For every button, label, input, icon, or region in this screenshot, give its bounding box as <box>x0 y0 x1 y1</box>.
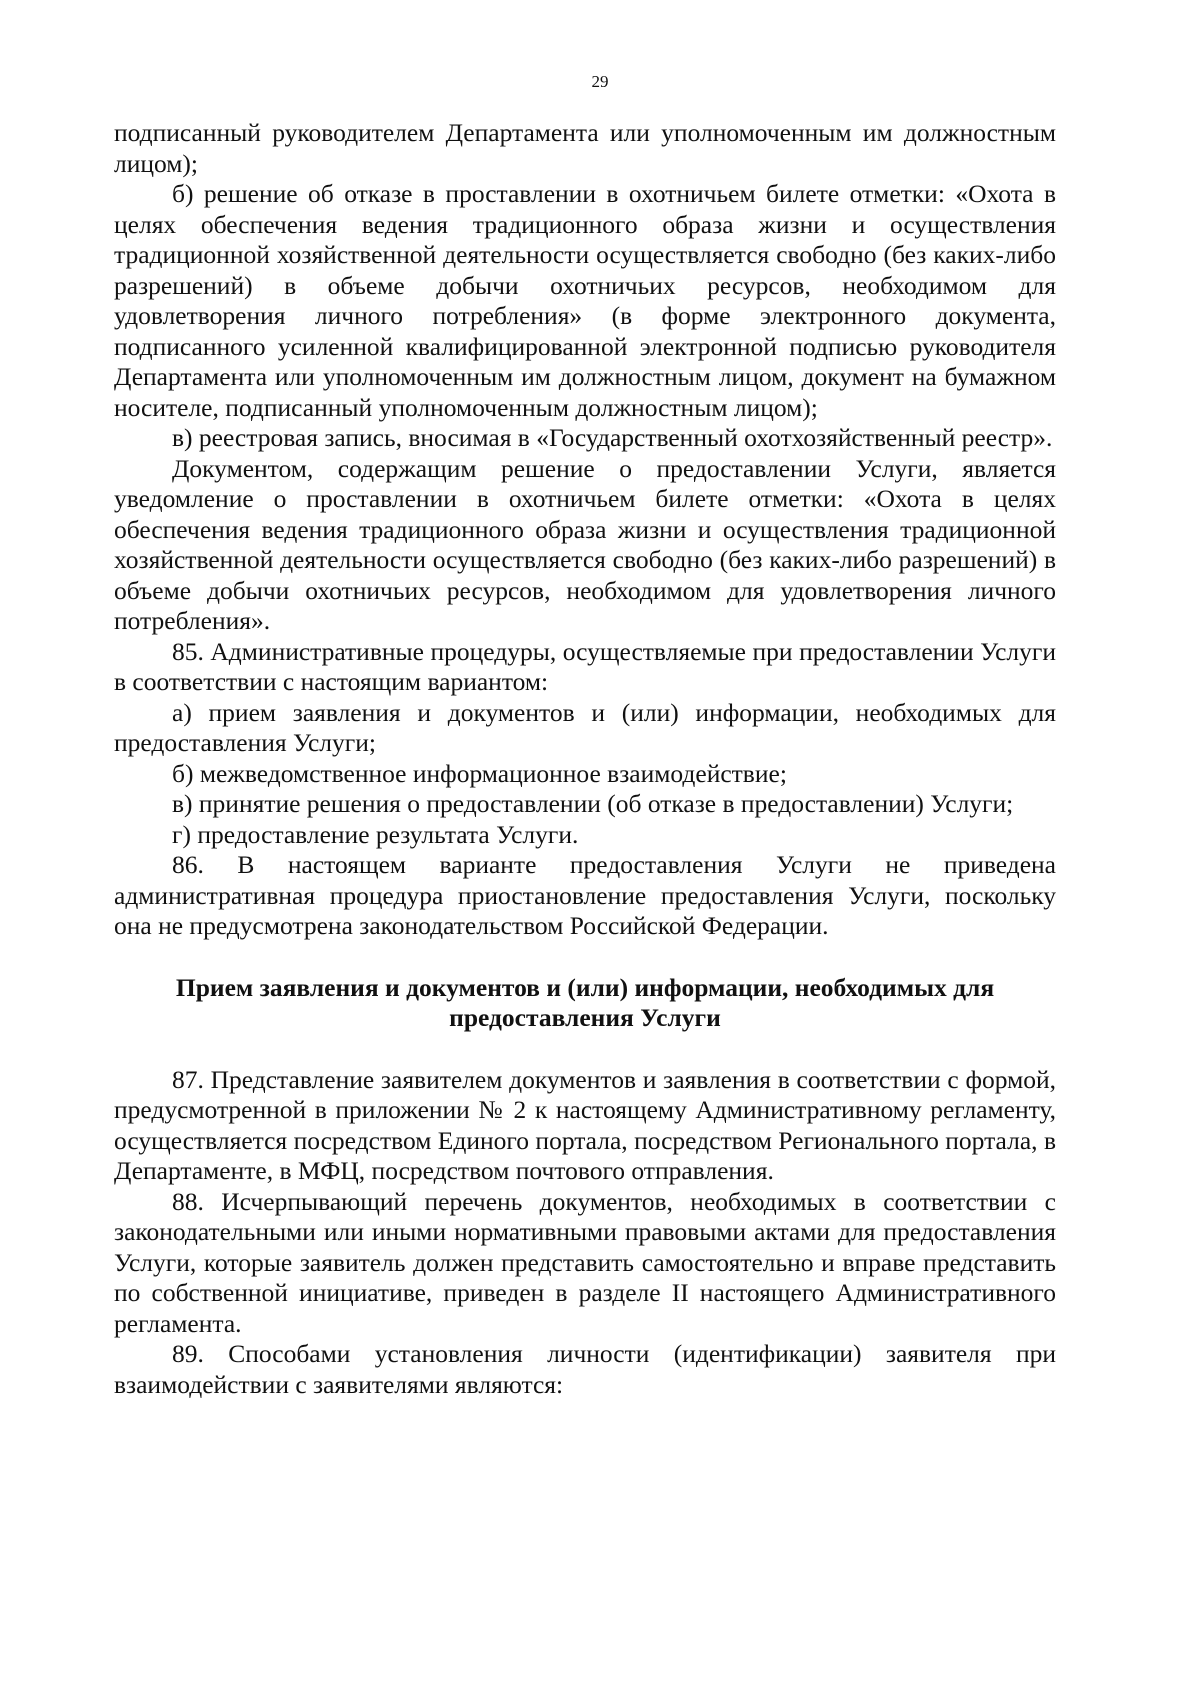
paragraph-85-item-a: а) прием заявления и документов и (или) информации, необходимых для предоставления Услуги; <box>114 697 1056 757</box>
paragraph-88: 88. Исчерпывающий перечень документов, необходимых в соответствии с законодательными или иными нормативными правовыми актами для предоставления Услуги, которые заявитель должен представить самостоятельно и вправе представить по собственной инициативе, приведен в разделе II настоящего Административного регламента. <box>114 1186 1056 1338</box>
paragraph-continuation: подписанный руководителем Департамента или уполномоченным им должностным лицом); <box>114 118 1056 178</box>
section-heading-line-1: Прием заявления и документов и (или) информации, необходимых для <box>175 972 995 1002</box>
section-heading-line-2: предоставления Услуги <box>449 1003 721 1032</box>
paragraph-85: 85. Административные процедуры, осуществляемые при предоставлении Услуги в соответствии с настоящим вариантом: <box>114 636 1056 696</box>
paragraph-85-item-v: в) принятие решения о предоставлении (об отказе в предоставлении) Услуги; <box>172 789 1014 818</box>
paragraph-87: 87. Представление заявителем документов и заявления в соответствии с формой, предусмотренной в приложении № 2 к настоящему Административному регламенту, осуществляется посредством Единого портала, посредством Регионального портала, в Департаменте, в МФЦ, посредством почтового отправления. <box>114 1064 1056 1185</box>
page-number: 29 <box>591 72 609 91</box>
paragraph-item-v-registry-entry: в) реестровая запись, вносимая в «Государственный охотхозяйственный реестр». <box>172 423 1053 452</box>
paragraph-item-b-refusal: б) решение об отказе в проставлении в охотничьем билете отметки: «Охота в целях обеспечения ведения традиционного образа жизни и осуществления традиционной хозяйственной деятельности осуществляется свободно (без каких-либо разрешений) в объеме добычи охотничьих ресурсов, необходимом для удовлетворения личного потребления» (в форме электронного документа, подписанного усиленной квалифицированной электронной подписью руководителя Департамента или уполномоченным им должностным лицом, документ на бумажном носителе, подписанный уполномоченным должностным лицом); <box>114 179 1056 422</box>
paragraph-85-item-b: б) межведомственное информационное взаимодействие; <box>172 758 787 788</box>
paragraph-85-item-g: г) предоставление результата Услуги. <box>172 819 579 849</box>
paragraph-decision-document: Документом, содержащим решение о предоставлении Услуги, является уведомление о проставлении в охотничьем билете отметки: «Охота в целях обеспечения ведения традиционного образа жизни и осуществления традиционной хозяйственной деятельности осуществляется свободно (без каких-либо разрешений) в объеме добычи охотничьих ресурсов, необходимом для удовлетворения личного потребления». <box>114 453 1056 635</box>
section-heading <box>114 973 1056 1034</box>
document-body <box>114 118 1056 1400</box>
paragraph-86: 86. В настоящем варианте предоставления Услуги не приведена административная процедура приостановление предоставления Услуги, поскольку она не предусмотрена законодательством Российской Федерации. <box>114 850 1056 940</box>
paragraph-89: 89. Способами установления личности (идентификации) заявителя при взаимодействии с заявителями являются: <box>114 1339 1056 1399</box>
